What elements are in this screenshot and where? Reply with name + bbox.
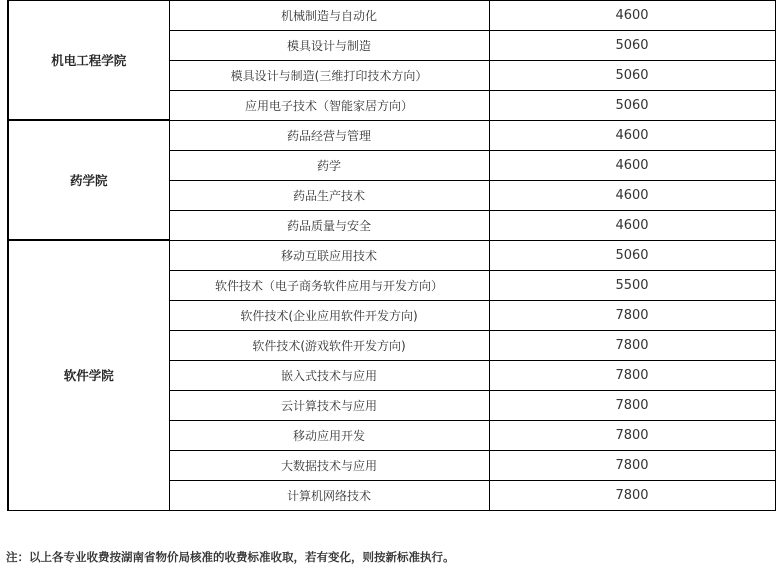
- fee-cell: 4600: [489, 150, 775, 180]
- major-cell: 药学: [169, 150, 489, 180]
- major-cell: 云计算技术与应用: [169, 390, 489, 420]
- major-cell: 药品质量与安全: [169, 210, 489, 240]
- major-cell: 移动应用开发: [169, 420, 489, 450]
- college-cell: 软件学院: [8, 240, 169, 510]
- major-cell: 药品经营与管理: [169, 120, 489, 150]
- footnote: 注：以上各专业收费按湖南省物价局核准的收费标准收取，若有变化，则按新标准执行。: [6, 550, 455, 564]
- major-cell: 模具设计与制造: [169, 30, 489, 60]
- fee-cell: 7800: [489, 420, 775, 450]
- major-cell: 机械制造与自动化: [169, 0, 489, 30]
- major-cell: 应用电子技术（智能家居方向）: [169, 90, 489, 120]
- fee-cell: 5500: [489, 270, 775, 300]
- fee-cell: 4600: [489, 0, 775, 30]
- fee-table-body: [8, 0, 775, 510]
- major-cell: 软件技术(企业应用软件开发方向): [169, 300, 489, 330]
- fee-cell: 7800: [489, 450, 775, 480]
- fee-cell: 4600: [489, 120, 775, 150]
- major-cell: 大数据技术与应用: [169, 450, 489, 480]
- fee-cell: 7800: [489, 390, 775, 420]
- major-cell: 软件技术(游戏软件开发方向): [169, 330, 489, 360]
- college-cell: 机电工程学院: [8, 0, 169, 120]
- fee-cell: 7800: [489, 330, 775, 360]
- fee-table: [7, 0, 776, 511]
- fee-cell: 7800: [489, 360, 775, 390]
- fee-cell: 7800: [489, 480, 775, 510]
- fee-cell: 4600: [489, 210, 775, 240]
- major-cell: 计算机网络技术: [169, 480, 489, 510]
- fee-cell: 4600: [489, 180, 775, 210]
- fee-cell: 5060: [489, 90, 775, 120]
- major-cell: 软件技术（电子商务软件应用与开发方向）: [169, 270, 489, 300]
- major-cell: 嵌入式技术与应用: [169, 360, 489, 390]
- fee-cell: 5060: [489, 30, 775, 60]
- major-cell: 移动互联应用技术: [169, 240, 489, 270]
- table-row: [8, 120, 775, 150]
- major-cell: 药品生产技术: [169, 180, 489, 210]
- major-cell: 模具设计与制造(三维打印技术方向）: [169, 60, 489, 90]
- college-cell: 药学院: [8, 120, 169, 240]
- fee-cell: 5060: [489, 240, 775, 270]
- fee-cell: 5060: [489, 60, 775, 90]
- table-row: [8, 240, 775, 270]
- fee-cell: 7800: [489, 300, 775, 330]
- table-row: [8, 0, 775, 30]
